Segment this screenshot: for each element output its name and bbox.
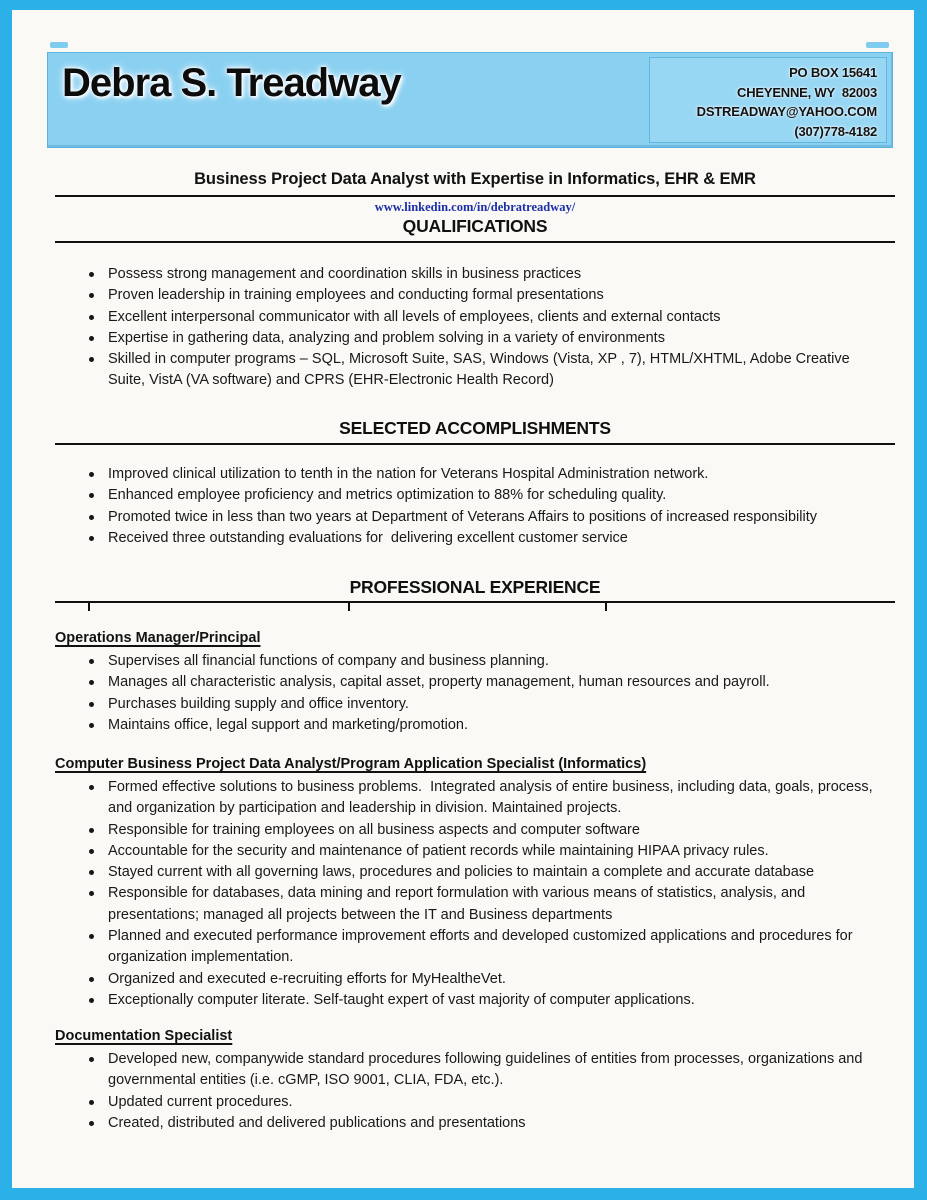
bullet-text: Improved clinical utilization to tenth in the nation for Veterans Hospital Administration network. [108, 466, 709, 482]
list-item [55, 507, 877, 528]
list-item [55, 264, 877, 285]
list-item [55, 528, 877, 549]
ruler-tick [605, 603, 607, 611]
bullet-text: Manages all characteristic analysis, capital asset, property management, human resources and payroll. [108, 674, 770, 691]
list-item [55, 349, 877, 392]
contact-info-panel [649, 57, 887, 143]
decorative-dash-left [50, 42, 68, 48]
bullet-icon [89, 1121, 94, 1126]
list-item [55, 883, 877, 926]
contact-city-state-zip: CHEYENNE, WY 82003 [737, 84, 877, 100]
bullet-icon [89, 891, 94, 896]
divider-rule [55, 601, 895, 603]
job-data-analyst-list [55, 777, 877, 1011]
linkedin-url-row [55, 200, 895, 215]
divider-rule [55, 241, 895, 243]
bullet-icon [89, 515, 94, 520]
list-item [55, 715, 877, 736]
list-item [55, 672, 877, 693]
bullet-icon [89, 659, 94, 664]
bullet-text: Possess strong management and coordination skills in business practices [108, 266, 582, 282]
job-operations-manager-list [55, 651, 877, 736]
contact-po-box: PO BOX 15641 [789, 65, 877, 80]
bullet-text: Expertise in gathering data, analyzing and problem solving in a variety of environments [108, 329, 665, 346]
list-item [55, 1049, 877, 1092]
bullet-text: Organized and executed e-recruiting efforts for MyHealtheVet. [108, 970, 506, 987]
bullet-icon [89, 493, 94, 498]
page-frame-bottom [0, 1188, 927, 1200]
bullet-icon [89, 336, 94, 341]
list-item [55, 862, 877, 883]
bullet-text: Excellent interpersonal communicator with all levels of employees, clients and external contacts [108, 308, 721, 325]
bullet-text: Updated current procedures. [108, 1093, 293, 1110]
bullet-icon [89, 785, 94, 790]
person-name: Debra S. Treadway [62, 61, 401, 105]
list-item [55, 651, 877, 672]
bullet-text: Maintains office, legal support and marketing/promotion. [108, 716, 469, 733]
bullet-text: Responsible for databases, data mining and report formulation with various means of statistics, analysis, and presentations; managed all projects between the IT and Business departments [108, 885, 806, 923]
section-heading-experience: PROFESSIONAL EXPERIENCE [349, 577, 601, 597]
bullet-icon [89, 680, 94, 685]
page-frame-right [914, 0, 927, 1200]
list-item [55, 285, 877, 306]
bullet-text: Exceptionally computer literate. Self-taught expert of vast majority of computer applications. [108, 991, 695, 1008]
bullet-icon [89, 998, 94, 1003]
list-item [55, 820, 877, 841]
bullet-text: Formed effective solutions to business problems. Integrated analysis of entire business, including data, goals, process, and organization by participation and leadership in division. Maintained projects. [108, 779, 873, 817]
page-frame-top [0, 0, 927, 10]
bullet-text: Purchases building supply and office inventory. [108, 695, 409, 712]
bullet-icon [89, 536, 94, 541]
list-item [55, 926, 877, 969]
bullet-icon [89, 977, 94, 982]
ruler-tick [88, 603, 90, 611]
bullet-text: Developed new, companywide standard procedures following guidelines of entities from processes, organizations and governmental entities (i.e. cGMP, ISO 9001, CLIA, FDA, etc.). [108, 1051, 863, 1089]
divider-rule [55, 443, 895, 445]
bullet-text: Created, distributed and delivered publications and presentations [108, 1114, 526, 1131]
bullet-text: Received three outstanding evaluations for delivering excellent customer service [108, 529, 628, 546]
bullet-text: Promoted twice in less than two years at Department of Veterans Affairs to positions of increased responsibility [108, 508, 817, 525]
resume-headline: Business Project Data Analyst with Expertise in Informatics, EHR & EMR [194, 170, 756, 188]
bullet-text: Accountable for the security and maintenance of patient records while maintaining HIPAA privacy rules. [108, 842, 769, 859]
bullet-icon [89, 1100, 94, 1105]
contact-phone: (307)778-4182 [794, 123, 877, 139]
list-item [55, 777, 877, 820]
divider-rule [55, 195, 895, 197]
job-title-data-analyst: Computer Business Project Data Analyst/Program Application Specialist (Informatics) [55, 756, 647, 772]
bullet-text: Supervises all financial functions of company and business planning. [108, 653, 549, 669]
bullet-icon [89, 702, 94, 707]
bullet-icon [89, 293, 94, 298]
list-item [55, 1092, 877, 1113]
list-item [55, 485, 877, 506]
bullet-text: Responsible for training employees on all business aspects and computer software [108, 821, 640, 838]
list-item [55, 464, 877, 485]
bullet-icon [89, 723, 94, 728]
ruler-tick [348, 603, 350, 611]
bullet-icon [89, 315, 94, 320]
job-title-operations-manager: Operations Manager/Principal [55, 630, 261, 646]
qualifications-list [55, 264, 877, 392]
bullet-text: Stayed current with all governing laws, procedures and policies to maintain a complete and accurate database [108, 864, 815, 881]
bullet-icon [89, 870, 94, 875]
decorative-dash-right [866, 42, 889, 48]
job-title-documentation-specialist: Documentation Specialist [55, 1028, 233, 1044]
header-band [47, 52, 893, 148]
section-heading-accomplishments: SELECTED ACCOMPLISHMENTS [339, 418, 611, 438]
list-item [55, 328, 877, 349]
job-documentation-specialist-list [55, 1049, 877, 1134]
list-item [55, 307, 877, 328]
bullet-icon [89, 934, 94, 939]
list-item [55, 694, 877, 715]
bullet-text: Skilled in computer programs – SQL, Microsoft Suite, SAS, Windows (Vista, XP , 7), HTML/XHTML, Adobe Creative Suite, VistA (VA software) and CPRS (EHR-Electronic Health Record) [108, 351, 850, 389]
bullet-icon [89, 828, 94, 833]
contact-email: DSTREADWAY@YAHOO.COM [696, 104, 877, 119]
bullet-icon [89, 272, 94, 277]
bullet-text: Proven leadership in training employees and conducting formal presentations [108, 287, 604, 304]
bullet-icon [89, 472, 94, 477]
bullet-icon [89, 357, 94, 362]
accomplishments-list [55, 464, 877, 549]
list-item [55, 969, 877, 990]
page-frame-left [0, 0, 12, 1200]
list-item [55, 990, 877, 1011]
bullet-text: Planned and executed performance improvement efforts and developed customized applications and procedures for organization implementation. [108, 928, 853, 966]
list-item [55, 841, 877, 862]
list-item [55, 1113, 877, 1134]
bullet-icon [89, 849, 94, 854]
bullet-text: Enhanced employee proficiency and metrics optimization to 88% for scheduling quality. [108, 487, 667, 504]
section-heading-qualifications: QUALIFICATIONS [402, 216, 548, 236]
linkedin-link[interactable]: www.linkedin.com/in/debratreadway/ [374, 200, 576, 214]
bullet-icon [89, 1057, 94, 1062]
